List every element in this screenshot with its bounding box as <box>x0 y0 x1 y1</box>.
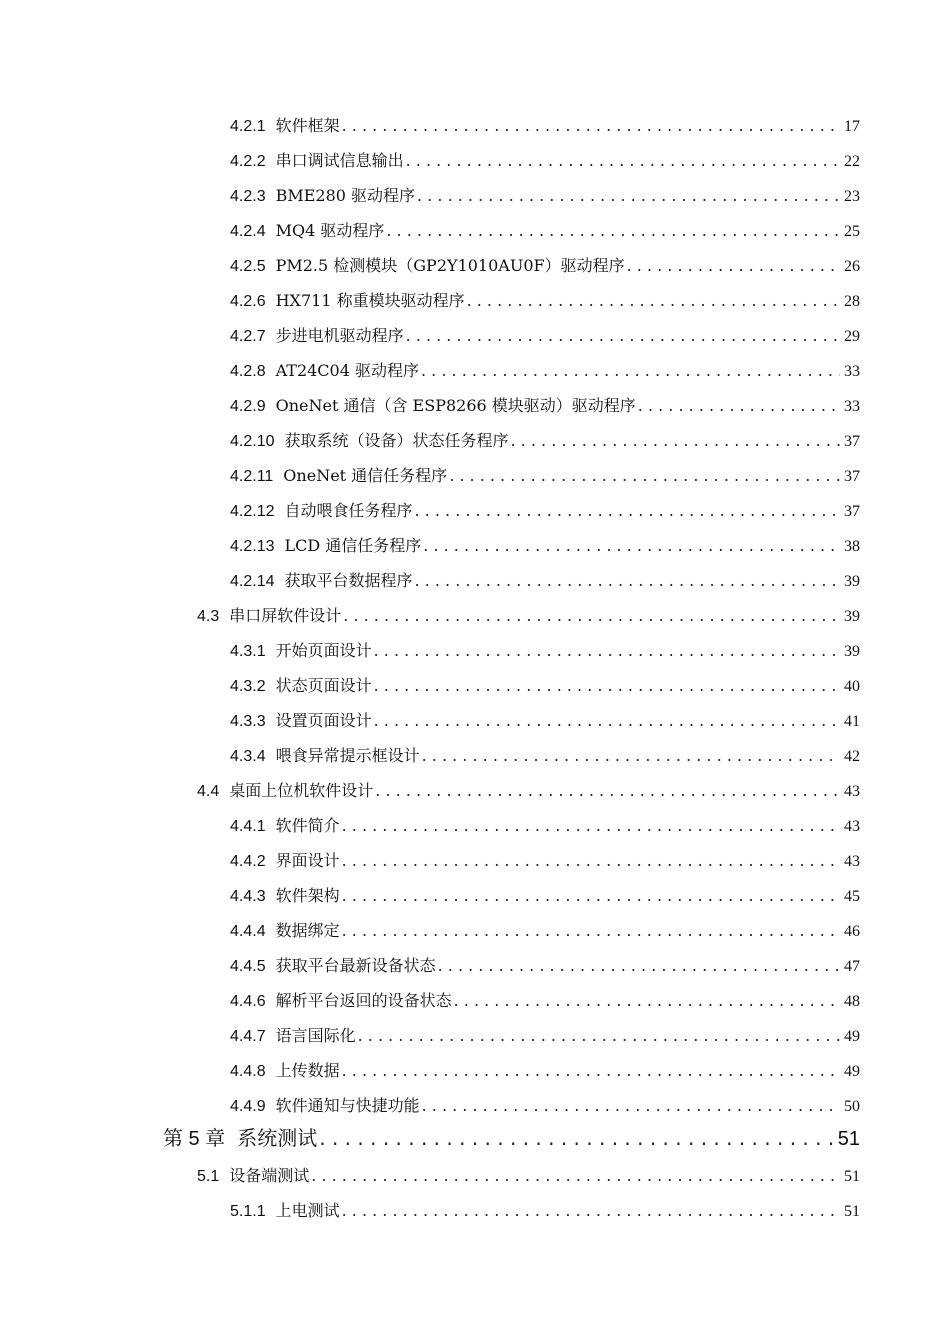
toc-entry-page: 43 <box>844 818 860 835</box>
toc-entry-page: 37 <box>844 433 860 450</box>
toc-entry-number: 4.4.4 <box>230 923 266 940</box>
toc-entry-page: 51 <box>837 1128 860 1150</box>
toc-entry-number: 4.2.13 <box>230 538 275 555</box>
toc-dot-leader <box>374 668 840 703</box>
toc-entry-title: 语言国际化 <box>275 1026 356 1045</box>
toc-entry-number: 5.1 <box>197 1168 220 1185</box>
toc-entry-title: 开始页面设计 <box>275 641 372 660</box>
toc-entry[interactable] <box>230 1193 860 1228</box>
toc-entry-title: 解析平台返回的设备状态 <box>275 991 452 1010</box>
toc-dot-leader <box>342 808 840 843</box>
toc-entry-number: 4.3 <box>197 608 220 625</box>
toc-entry-page: 49 <box>844 1063 860 1080</box>
toc-entry-title: 设备端测试 <box>229 1166 310 1185</box>
toc-entry-number: 4.2.5 <box>230 258 266 275</box>
toc-entry-page: 45 <box>844 888 860 905</box>
toc-dot-leader <box>406 143 840 178</box>
toc-dot-leader <box>342 1193 840 1228</box>
toc-entry-page: 40 <box>844 678 860 695</box>
toc-entry[interactable] <box>230 983 860 1018</box>
toc-entry[interactable] <box>230 423 860 458</box>
toc-entry-page: 28 <box>844 293 860 310</box>
toc-entry[interactable] <box>230 1053 860 1088</box>
toc-entry[interactable] <box>230 248 860 283</box>
toc-entry-page: 51 <box>844 1168 860 1185</box>
toc-entry-title: 数据绑定 <box>275 921 340 940</box>
toc-entry[interactable] <box>230 458 860 493</box>
toc-entry-title: HX711 称重模块驱动程序 <box>275 291 465 310</box>
toc-entry-title: 获取系统（设备）状态任务程序 <box>284 431 509 450</box>
toc-entry[interactable] <box>230 563 860 598</box>
toc-entry-page: 46 <box>844 923 860 940</box>
toc-entry-page: 29 <box>844 328 860 345</box>
toc-entry[interactable] <box>230 108 860 143</box>
toc-entry[interactable] <box>230 843 860 878</box>
toc-entry-title: AT24C04 驱动程序 <box>275 361 419 380</box>
toc-entry-number: 4.2.14 <box>230 573 275 590</box>
toc-entry[interactable] <box>230 353 860 388</box>
toc-entry-number: 4.2.1 <box>230 118 266 135</box>
toc-dot-leader <box>386 213 840 248</box>
toc-entry-page: 17 <box>844 118 860 135</box>
toc-entry-title: 软件简介 <box>275 816 340 835</box>
toc-entry-number: 4.2.9 <box>230 398 266 415</box>
toc-entry-number: 4.2.7 <box>230 328 266 345</box>
toc-entry-title: 获取平台最新设备状态 <box>275 956 436 975</box>
toc-entry[interactable] <box>230 1018 860 1053</box>
toc-dot-leader <box>423 528 840 563</box>
toc-entry[interactable] <box>197 598 860 633</box>
toc-dot-leader <box>421 353 840 388</box>
toc-entry[interactable] <box>230 213 860 248</box>
toc-dot-leader <box>406 318 840 353</box>
toc-entry-title: 状态页面设计 <box>275 676 372 695</box>
toc-entry[interactable] <box>230 528 860 563</box>
toc-entry-number: 4.3.2 <box>230 678 266 695</box>
toc-entry-title: 系统测试 <box>237 1126 318 1150</box>
toc-entry-number: 4.2.8 <box>230 363 266 380</box>
toc-dot-leader <box>342 108 840 143</box>
toc-entry-page: 37 <box>844 468 860 485</box>
toc-entry[interactable] <box>230 948 860 983</box>
toc-dot-leader <box>511 423 841 458</box>
toc-dot-leader <box>467 283 840 318</box>
toc-entry-title: 自动喂食任务程序 <box>284 501 413 520</box>
toc-entry-number: 4.2.10 <box>230 433 275 450</box>
toc-entry[interactable] <box>230 1088 860 1123</box>
toc-entry-number: 4.2.12 <box>230 503 275 520</box>
toc-entry[interactable] <box>230 668 860 703</box>
toc-entry-number: 4.3.4 <box>230 748 266 765</box>
toc-dot-leader <box>422 1088 840 1123</box>
toc-entry-title: 获取平台数据程序 <box>284 571 413 590</box>
toc-entry-title: 喂食异常提示框设计 <box>275 746 420 765</box>
toc-entry-number: 4.4.9 <box>230 1098 266 1115</box>
toc-entry-number: 4.4.5 <box>230 958 266 975</box>
toc-entry-page: 51 <box>844 1203 860 1220</box>
toc-entry[interactable] <box>230 913 860 948</box>
toc-dot-leader <box>374 703 840 738</box>
toc-entry-page: 33 <box>844 363 860 380</box>
toc-dot-leader <box>449 458 840 493</box>
toc-entry[interactable] <box>230 878 860 913</box>
toc-entry-number: 4.2.4 <box>230 223 266 240</box>
toc-dot-leader <box>417 178 840 213</box>
toc-entry-title: 串口屏软件设计 <box>229 606 342 625</box>
toc-entry-number: 4.3.3 <box>230 713 266 730</box>
toc-entry-title: PM2.5 检测模块（GP2Y1010AU0F）驱动程序 <box>275 256 625 275</box>
toc-dot-leader <box>311 1158 840 1193</box>
toc-dot-leader <box>342 878 840 913</box>
toc-entry-title: 软件框架 <box>275 116 340 135</box>
toc-entry-title: 上传数据 <box>275 1061 340 1080</box>
toc-entry[interactable] <box>230 808 860 843</box>
toc-entry-number: 4.4.8 <box>230 1063 266 1080</box>
toc-entry-title: 设置页面设计 <box>275 711 372 730</box>
toc-entry[interactable] <box>230 738 860 773</box>
toc-entry-number: 4.4.7 <box>230 1028 266 1045</box>
toc-entry-title: 软件通知与快捷功能 <box>275 1096 420 1115</box>
toc-dot-leader <box>638 388 840 423</box>
toc-entry-title: MQ4 驱动程序 <box>275 221 385 240</box>
toc-entry[interactable] <box>230 318 860 353</box>
toc-entry-page: 49 <box>844 1028 860 1045</box>
toc-dot-leader <box>342 843 840 878</box>
toc-entry-page: 41 <box>844 713 860 730</box>
toc-entry-page: 48 <box>844 993 860 1010</box>
toc-entry-page: 39 <box>844 573 860 590</box>
toc-entry-title: BME280 驱动程序 <box>275 186 416 205</box>
toc-dot-leader <box>375 773 840 808</box>
toc-entry-page: 25 <box>844 223 860 240</box>
toc-entry-title: 软件架构 <box>275 886 340 905</box>
toc-entry-number: 4.3.1 <box>230 643 266 660</box>
toc-entry-page: 23 <box>844 188 860 205</box>
toc-entry[interactable] <box>230 283 860 318</box>
toc-entry-title: 串口调试信息输出 <box>275 151 404 170</box>
toc-dot-leader <box>627 248 840 283</box>
toc-entry-number: 4.4.6 <box>230 993 266 1010</box>
toc-entry-title: OneNet 通信（含 ESP8266 模块驱动）驱动程序 <box>275 396 636 415</box>
toc-dot-leader <box>342 913 840 948</box>
toc-entry-title: 桌面上位机软件设计 <box>229 781 374 800</box>
toc-entry-page: 50 <box>844 1098 860 1115</box>
toc-entry[interactable] <box>230 493 860 528</box>
toc-entry-number: 4.2.2 <box>230 153 266 170</box>
toc-entry-page: 43 <box>844 853 860 870</box>
toc-entry-number: 4.2.11 <box>230 468 274 485</box>
toc-entry-number: 4.4.3 <box>230 888 266 905</box>
toc-dot-leader <box>415 563 841 598</box>
toc-entry-number: 4.2.3 <box>230 188 266 205</box>
toc-dot-leader <box>358 1018 840 1053</box>
toc-dot-leader <box>422 738 840 773</box>
toc-entry-page: 26 <box>844 258 860 275</box>
toc-entry-number: 4.4.1 <box>230 818 266 835</box>
toc-entry[interactable] <box>197 773 860 808</box>
toc-entry-title: 步进电机驱动程序 <box>275 326 404 345</box>
toc-dot-leader <box>454 983 840 1018</box>
toc-entry-page: 47 <box>844 958 860 975</box>
toc-entry-page: 38 <box>844 538 860 555</box>
toc-dot-leader <box>319 1121 834 1156</box>
toc-entry[interactable] <box>230 388 860 423</box>
toc-entry-title: LCD 通信任务程序 <box>284 536 422 555</box>
toc-entry[interactable] <box>230 178 860 213</box>
toc-dot-leader <box>342 1053 840 1088</box>
toc-entry-number: 4.2.6 <box>230 293 266 310</box>
toc-entry[interactable] <box>197 1158 860 1193</box>
toc-entry-page: 37 <box>844 503 860 520</box>
toc-entry[interactable] <box>230 143 860 178</box>
toc-entry-title: 界面设计 <box>275 851 340 870</box>
toc-entry-number: 5.1.1 <box>230 1203 266 1220</box>
toc-entry-title: OneNet 通信任务程序 <box>283 466 448 485</box>
toc-entry-page: 39 <box>844 608 860 625</box>
toc-entry-page: 42 <box>844 748 860 765</box>
toc-entry[interactable] <box>230 633 860 668</box>
toc-entry-number: 4.4.2 <box>230 853 266 870</box>
toc-entry-title: 上电测试 <box>275 1201 340 1220</box>
toc-entry-number: 第 5 章 <box>163 1128 226 1150</box>
toc-dot-leader <box>374 633 840 668</box>
toc-dot-leader <box>438 948 840 983</box>
toc-dot-leader <box>415 493 841 528</box>
toc-entry-page: 43 <box>844 783 860 800</box>
toc-dot-leader <box>343 598 840 633</box>
toc-entry-number: 4.4 <box>197 783 220 800</box>
toc-entry[interactable] <box>163 1121 860 1156</box>
toc-entry[interactable] <box>230 703 860 738</box>
toc-entry-page: 22 <box>844 153 860 170</box>
toc-entry-page: 33 <box>844 398 860 415</box>
toc-entry-page: 39 <box>844 643 860 660</box>
